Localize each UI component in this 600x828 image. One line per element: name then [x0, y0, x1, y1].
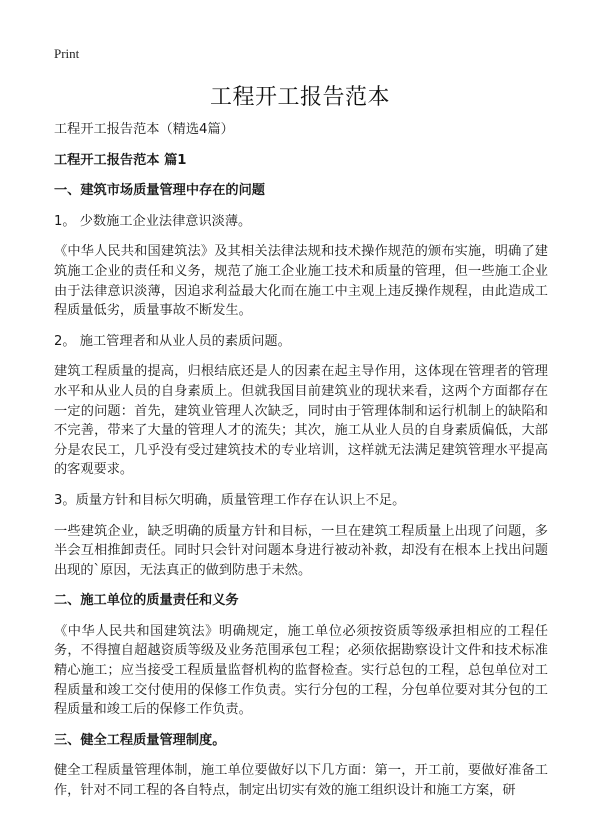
item-label-2: 2。 施工管理者和从业人员的素质问题。: [54, 333, 291, 349]
item-label-3: 3。质量方针和目标欠明确，质量管理工作存在认识上不足。: [54, 492, 406, 508]
document-title: 工程开工报告范本: [209, 85, 390, 110]
part-heading: 工程开工报告范本 篇1: [54, 152, 187, 168]
document-subtitle: 工程开工报告范本（精选4篇）: [54, 122, 234, 137]
item-body-1: 《中华人民共和国建筑法》及其相关法律法规和技术操作规范的颁布实施，明确了建筑施工企业的责任和义务，规范了施工企业施工技术和质量的管理，但一些施工企业由于法律意识淡薄，因追求利益最大化而在施工中主观上违反操作规程，由此造成工程质量低劣，质量事故不断发生。: [54, 244, 548, 319]
section-heading-2: 二、施工单位的质量责任和义务: [54, 593, 239, 609]
section-body-2: 《中华人民共和国建筑法》明确规定，施工单位必须按资质等级承担相应的工程任务，不得擅自超越资质等级及业务范围承包工程；必须依据勘察设计文件和技术标准精心施工；应当接受工程质量监督机构的监督检查。实行总包的工程，总包单位对工程质量和竣工交付使用的保修工作负责。实行分包的工程，分包单位要对其分包的工程质量和竣工后的保修工作负责。: [54, 623, 548, 718]
item-body-2: 建筑工程质量的提高，归根结底还是人的因素在起主导作用，这体现在管理者的管理水平和从业人员的自身素质上。但就我国目前建筑业的现状来看，这两个方面都存在一定的问题：首先，建筑业管理人次缺乏，同时由于管理体制和运行机制上的缺陷和不完善，带来了大量的管理人才的流失；其次，施工从业人员的自身素质偏低，大部分是农民工，几乎没有受过建筑技术的专业培训，这样就无法满足建筑管理水平提高的客观要求。: [54, 364, 548, 478]
print-label: Print: [54, 46, 80, 61]
section-body-3: 健全工程质量管理体制，施工单位要做好以下几方面：第一，开工前，要做好准备工作，针对不同工程的各自特点，制定出切实有效的施工组织设计和施工方案，研: [54, 763, 548, 799]
section-heading-1: 一、建筑市场质量管理中存在的问题: [54, 183, 265, 199]
document-body: [54, 120, 548, 812]
section-heading-3: 三、健全工程质量管理制度。: [54, 732, 226, 748]
item-body-3: 一些建筑企业，缺乏明确的质量方针和目标，一旦在建筑工程质量上出现了问题，多半会互相推卸责任。同时只会针对问题本身进行被动补救，却没有在根本上找出问题出现的`原因，无法真正的做到防患于未然。: [54, 523, 548, 578]
item-label-1: 1。 少数施工企业法律意识淡薄。: [54, 213, 252, 229]
